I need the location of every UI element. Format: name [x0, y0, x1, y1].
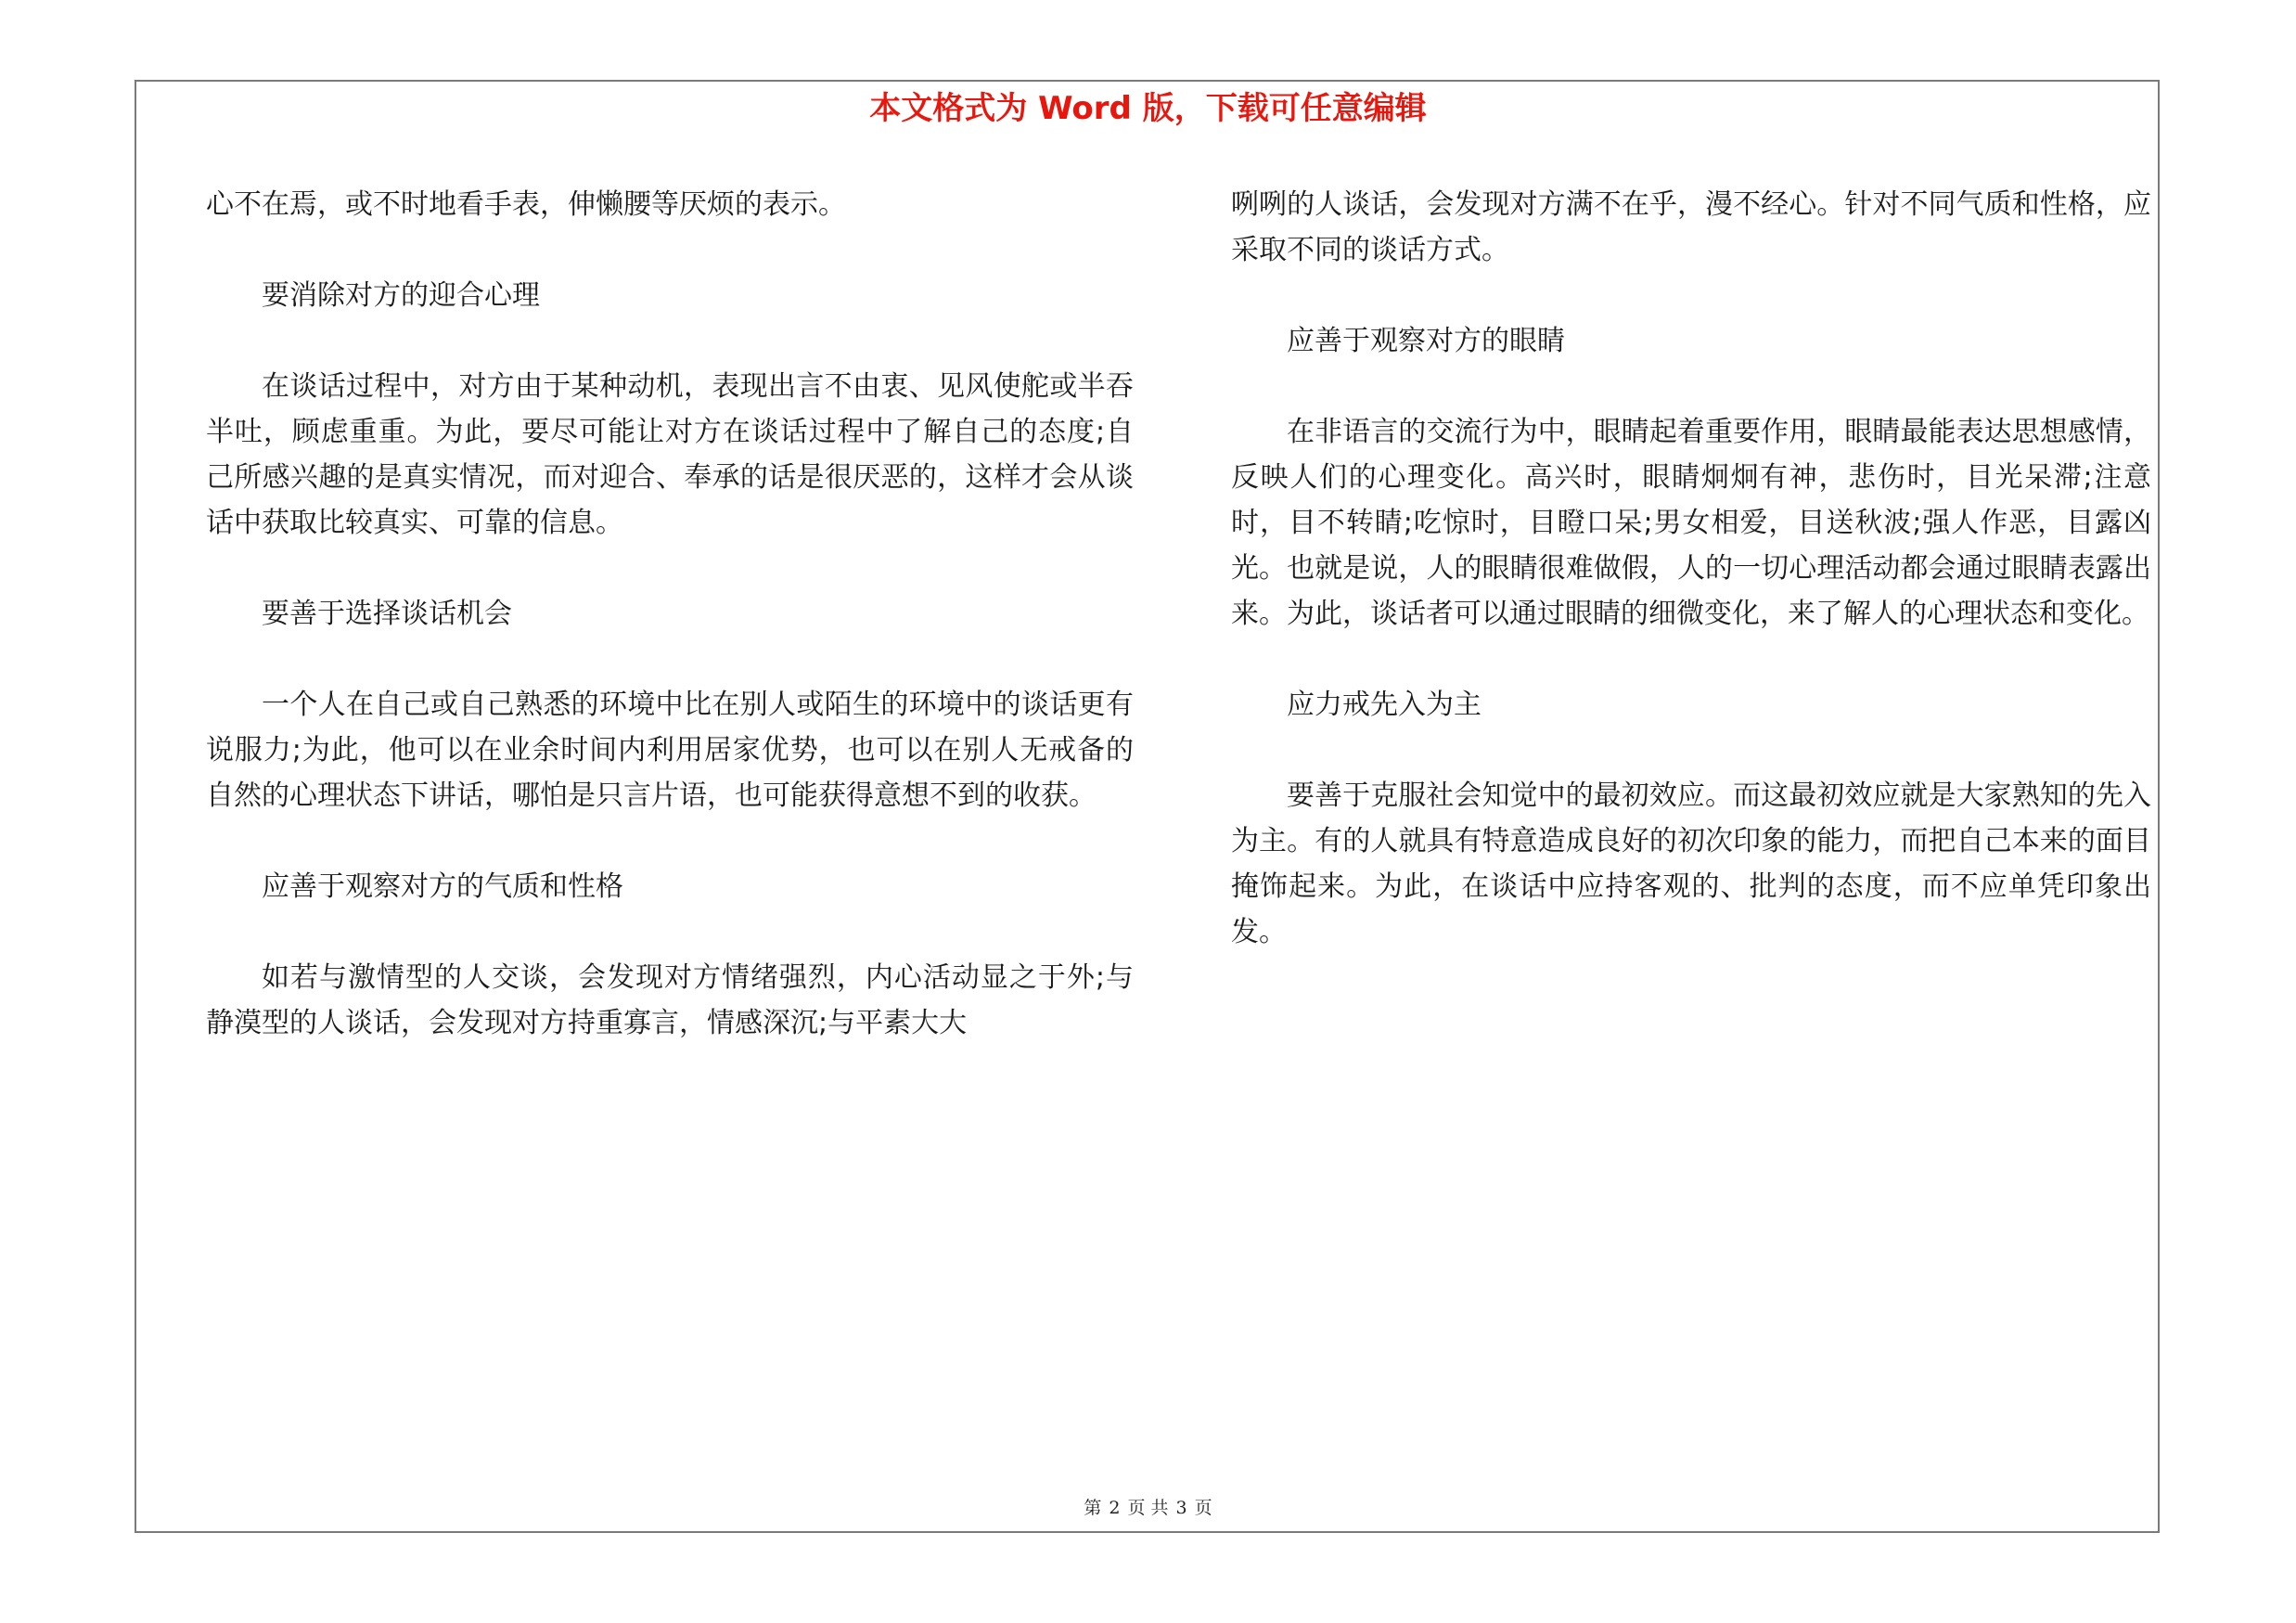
section-heading: 要消除对方的迎合心理: [262, 279, 540, 312]
page-number-footer: [0, 1494, 2296, 1519]
paragraph: 如若与激情型的人交谈，会发现对方情绪强烈，内心活动显之于外;与静漠型的人谈话，会发现对方持重寡言，情感深沉;与平素大大: [206, 961, 1134, 1039]
right-column: [1231, 182, 2151, 1000]
paragraph: 在谈话过程中，对方由于某种动机，表现出言不由衷、见风使舵或半吞半吐，顾虑重重。为此，要尽可能让对方在谈话过程中了解自己的态度;自己所感兴趣的是真实情况，而对迎合、奉承的话是很厌恶的，这样才会从谈话中获取比较真实、可靠的信息。: [206, 370, 1134, 539]
section-heading: 应善于观察对方的眼睛: [1287, 325, 1565, 357]
paragraph: 在非语言的交流行为中，眼睛起着重要作用，眼睛最能表达思想感情，反映人们的心理变化。高兴时，眼睛炯炯有神，悲伤时，目光呆滞;注意时，目不转睛;吃惊时，目瞪口呆;男女相爱，目送秋波;强人作恶，目露凶光。也就是说，人的眼睛很难做假，人的一切心理活动都会通过眼睛表露出来。为此，谈话者可以通过眼睛的细微变化，来了解人的心理状态和变化。: [1231, 416, 2151, 630]
total-pages-number: 3: [1175, 1498, 1187, 1518]
header-banner: 本文格式为 Word 版，下载可任意编辑: [869, 90, 1427, 127]
paragraph: 要善于克服社会知觉中的最初效应。而这最初效应就是大家熟知的先入为主。有的人就具有特意造成良好的初次印象的能力，而把自己本来的面目掩饰起来。为此，在谈话中应持客观的、批判的态度，而不应单凭印象出发。: [1231, 779, 2151, 948]
paragraph: 一个人在自己或自己熟悉的环境中比在别人或陌生的环境中的谈话更有说服力;为此，他可以在业余时间内利用居家优势，也可以在别人无戒备的自然的心理状态下讲话，哪怕是只言片语，也可能获得意想不到的收获。: [206, 689, 1134, 812]
section-heading: 应善于观察对方的气质和性格: [262, 870, 623, 903]
left-column: [206, 182, 1134, 1091]
current-page-number: 2: [1109, 1498, 1121, 1518]
page-label-suffix: 页: [1194, 1498, 1212, 1518]
section-heading: 应力戒先入为主: [1287, 689, 1481, 721]
section-heading: 要善于选择谈话机会: [262, 598, 512, 630]
paragraph: 咧咧的人谈话，会发现对方满不在乎，漫不经心。针对不同气质和性格，应采取不同的谈话方式。: [1231, 188, 2151, 266]
page-label-mid: 页 共: [1127, 1498, 1169, 1518]
page-label-prefix: 第: [1084, 1498, 1102, 1518]
paragraph: 心不在焉，或不时地看手表，伸懒腰等厌烦的表示。: [206, 188, 846, 221]
